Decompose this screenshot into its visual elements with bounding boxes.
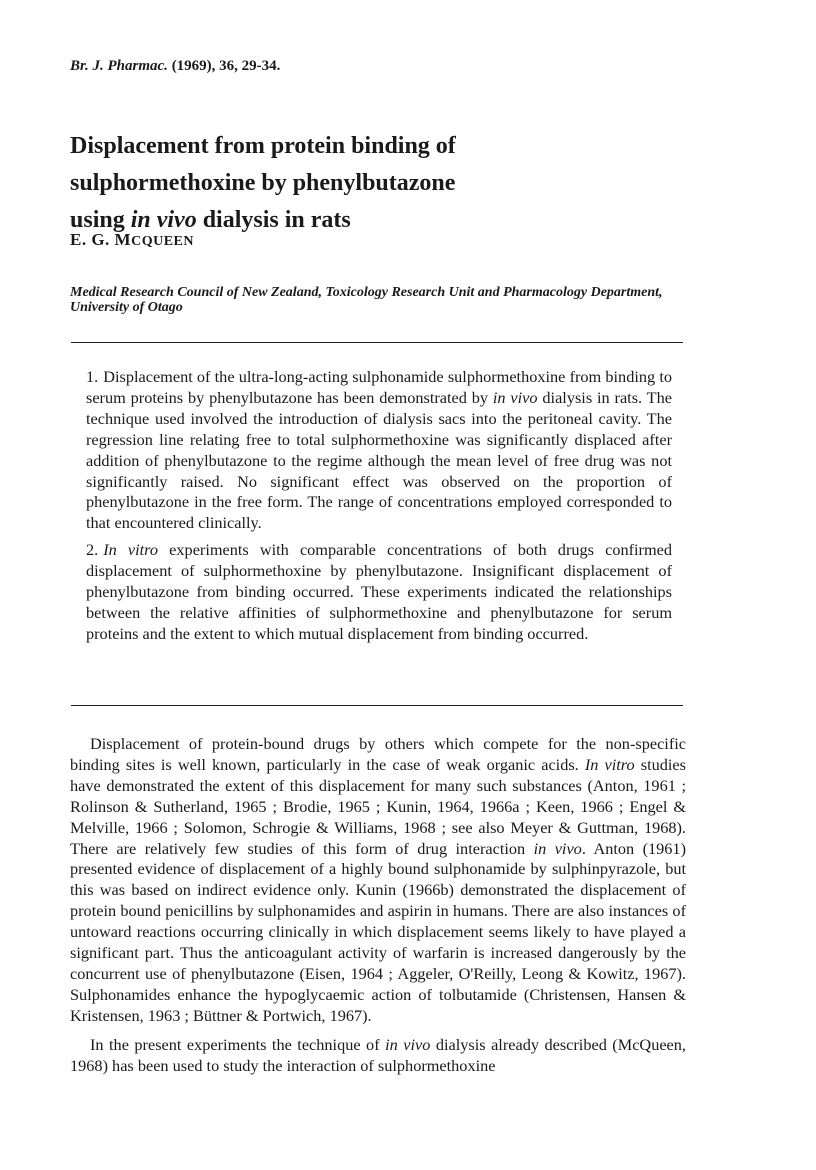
abstract-bottom-rule [71,705,683,706]
abstract-paragraph-2: 2. In vitro experiments with comparable concentrations of both drugs confirmed displacement of sulphormethoxine by phenylbutazone. Insignificant displacement of phenylbutazone from binding occurred. These experiments indicated the relationships between the relative affinities of sulphormethoxine and phenylbutazone for serum proteins and the extent to which mutual displacement from binding occurred. [86,540,673,643]
title-line-2: sulphormethoxine by phenylbutazone [70,170,456,196]
body-text [70,734,686,1085]
abstract [86,367,672,651]
journal-name: Br. J. Pharmac. [70,58,168,74]
article-title [70,128,630,239]
author-affiliation: Medical Research Council of New Zealand, Toxicology Research Unit and Pharmacology Department, University of Otago [70,285,663,315]
title-line-1: Displacement from protein binding of [70,133,456,159]
body-paragraph-2: In the present experiments the technique of in vivo dialysis already described (McQueen, 1968) has been used to study the interaction of sulphormethoxine [70,1034,686,1075]
body-paragraph-1: Displacement of protein-bound drugs by others which compete for the non-specific binding sites is well known, particularly in the case of weak organic acids. In vitro studies have demonstrated the extent of this displacement for many such substances (Anton, 1961 ; Rolinson & Sutherland, 1965 ; Brodie, 1965 ; Kunin, 1964, 1966a ; Keen, 1966 ; Engel & Melville, 1966 ; Solomon, Schrogie & Williams, 1968 ; see also Meyer & Guttman, 1968). There are relatively few studies of this form of drug interaction in vivo. Anton (1961) presented evidence of displacement of a highly bound sulphonamide by sulphinpyrazole, but this was based on indirect evidence only. Kunin (1966b) demonstrated the displacement of protein bound penicillins by sulphonamides and aspirin in humans. There are also instances of untoward reactions occurring clinically in which displacement seems likely to have played a significant part. Thus the anticoagulant activity of warfarin is increased dangerously by the concurrent use of phenylbutazone (Eisen, 1964 ; Aggeler, O'Reilly, Leong & Kowitz, 1967). Sulphonamides enhance the hypoglycaemic action of tolbutamide (Christensen, Hansen & Kristensen, 1963 ; Büttner & Portwich, 1967). [70,734,686,1025]
abstract-paragraph-1: 1. Displacement of the ultra-long-acting sulphonamide sulphormethoxine from binding to serum proteins by phenylbutazone has been demonstrated by in vivo dialysis in rats. The technique used involved the introduction of dialysis sacs into the peritoneal cavity. The regression line relating free to total sulphormethoxine was significantly displaced after addition of phenylbutazone to the regime although the mean level of free drug was not significantly raised. No significant effect was observed on the proportion of phenylbutazone in the free form. The range of concentrations employed corresponded to that encountered clinically. [86,367,672,533]
abstract-top-rule [71,342,683,343]
journal-citation [70,58,280,75]
author-name: E. G. MCQUEEN [70,230,195,249]
title-line-3: using in vivo dialysis in rats [70,207,351,233]
citation-details: (1969), 36, 29-34. [167,58,281,74]
title-italic-term: in vivo [130,207,197,233]
